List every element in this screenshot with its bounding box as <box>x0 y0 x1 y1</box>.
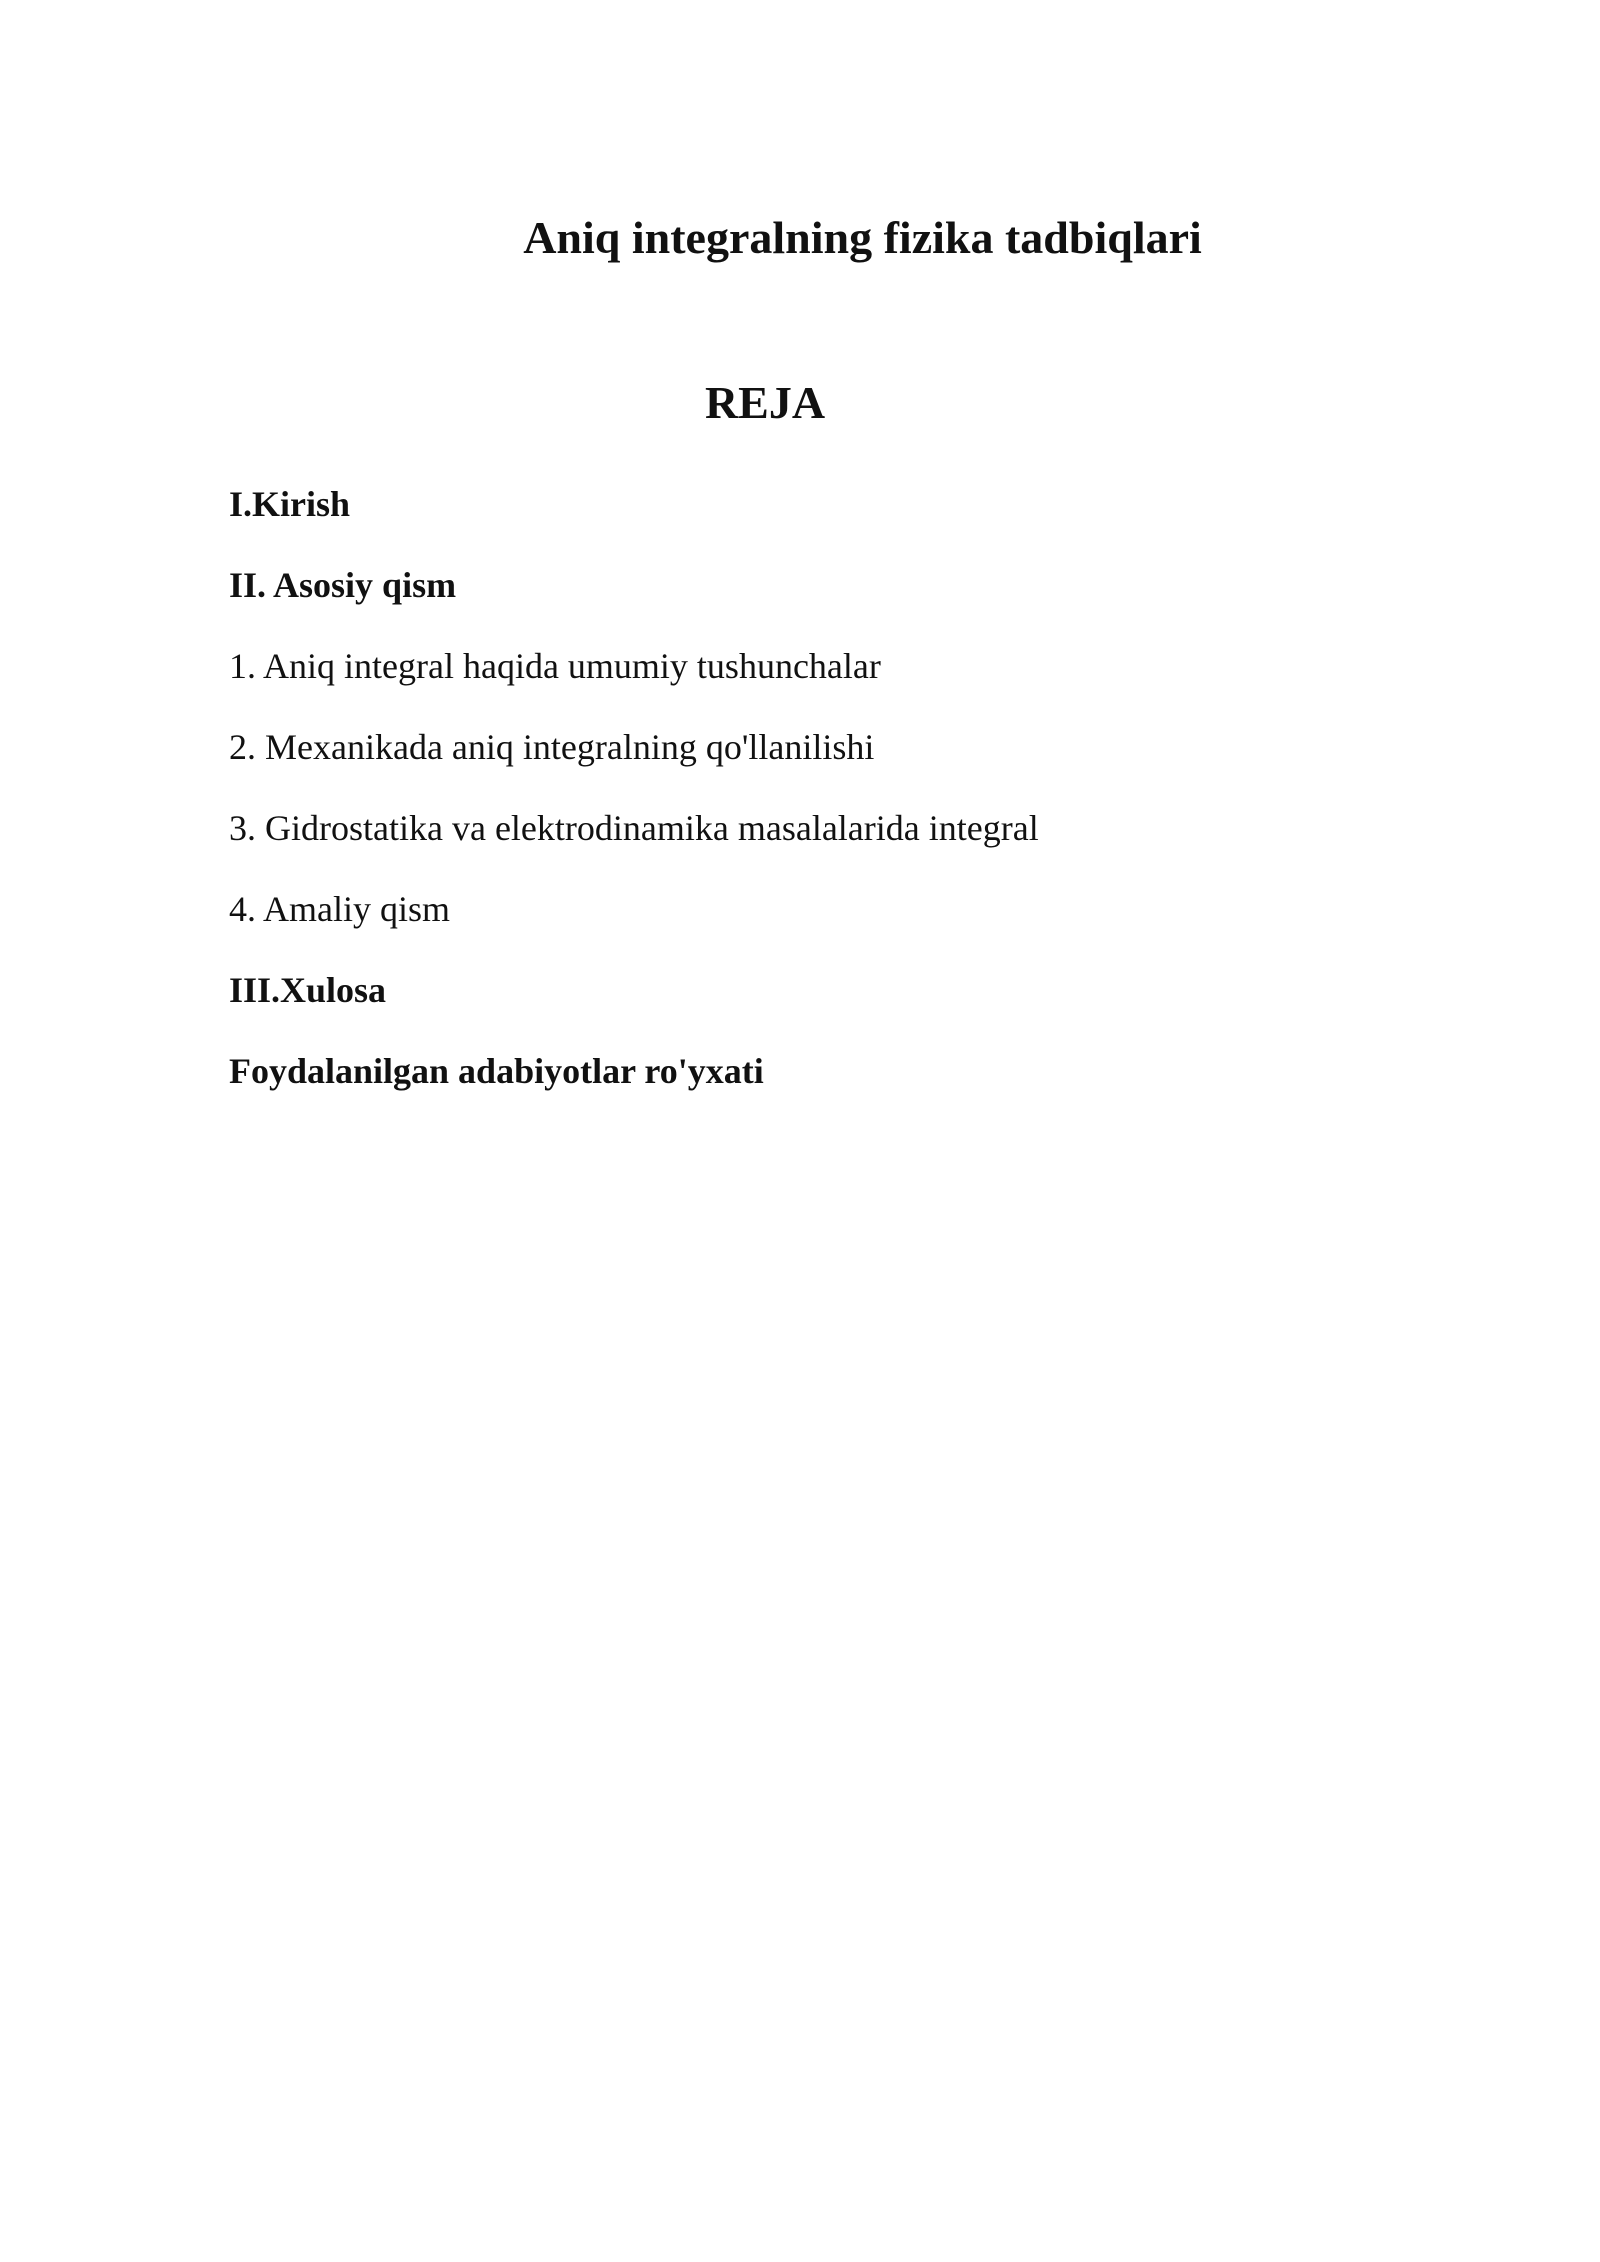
plan-item-references: Foydalanilgan adabiyotlar ro'yxati <box>229 1051 764 1091</box>
plan-heading: REJA <box>704 377 826 428</box>
plan-item-main-part: II. Asosiy qism <box>229 565 457 605</box>
plan-item-conclusion: III.Xulosa <box>229 970 387 1010</box>
plan-list <box>229 464 1429 1112</box>
plan-item-mechanics: 2. Mexanikada aniq integralning qo'llanilishi <box>229 727 875 767</box>
plan-item-practical-part: 4. Amaliy qism <box>229 889 451 929</box>
plan-item-introduction: I.Kirish <box>229 484 351 524</box>
plan-item-general-concepts: 1. Aniq integral haqida umumiy tushunchalar <box>229 646 881 686</box>
document-title: Aniq integralning fizika tadbiqlari <box>523 212 1202 263</box>
plan-item-hydrostatics: 3. Gidrostatika va elektrodinamika masalalarida integral <box>229 808 1039 848</box>
